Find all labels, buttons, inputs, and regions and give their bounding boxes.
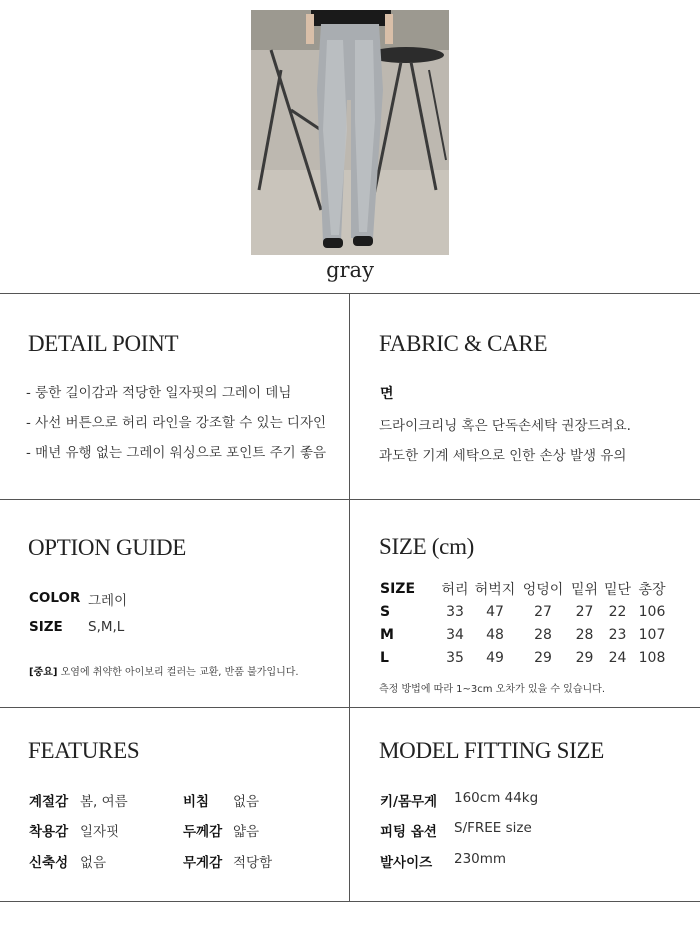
size-cell: 49 — [486, 649, 504, 666]
option-notice — [29, 663, 299, 678]
size-cell: 35 — [446, 649, 464, 666]
size-cell: 27 — [534, 603, 552, 620]
feature-label: 계절감 — [29, 794, 69, 810]
size-table-row — [380, 623, 670, 646]
fabric-material: 면 — [380, 386, 394, 402]
care-line: 과도한 기계 세탁으로 인한 손상 발생 유의 — [379, 448, 627, 464]
color-label: COLOR — [29, 590, 81, 606]
detail-point-item: - 룽한 길이감과 적당한 일자핏의 그레이 데님 — [26, 385, 292, 401]
feature-label: 두께감 — [183, 824, 223, 840]
size-chart-note: 측정 방법에 따라 1~3cm 오차가 있을 수 있습니다. — [379, 684, 605, 695]
product-photo — [251, 10, 449, 255]
size-header: 밑단 — [603, 581, 632, 598]
feature-label: 비침 — [183, 794, 210, 810]
size-cell: 106 — [638, 603, 666, 620]
divider-center — [349, 293, 350, 901]
size-cell: 22 — [608, 603, 627, 620]
size-header: 허벅지 — [474, 581, 516, 598]
model-fitting-value: S/FREE size — [454, 820, 532, 836]
care-line: 드라이크리닝 혹은 단독손세탁 권장드려요. — [379, 418, 631, 434]
feature-value: 적당함 — [233, 855, 273, 871]
size-cell: 28 — [534, 626, 552, 643]
size-cell: 48 — [486, 626, 504, 643]
size-cell: 107 — [638, 626, 666, 643]
size-cell: 29 — [575, 649, 594, 666]
size-cell: 29 — [534, 649, 552, 666]
size-header: SIZE — [380, 580, 416, 597]
model-fitting-value: 160cm 44kg — [454, 790, 539, 806]
feature-value: 없음 — [80, 855, 107, 871]
feature-value: 봄, 여름 — [80, 794, 128, 810]
option-notice-tag: [중요] — [29, 667, 58, 678]
product-color-caption: gray — [326, 258, 374, 282]
size-table-row — [380, 646, 670, 669]
option-guide-title: OPTION GUIDE — [28, 535, 187, 560]
color-value: 그레이 — [88, 593, 128, 609]
model-fitting-value: 230mm — [454, 851, 507, 867]
feature-value: 일자핏 — [80, 824, 120, 840]
divider-bottom — [0, 901, 700, 902]
model-fitting-title: MODEL FITTING SIZE — [379, 738, 604, 763]
size-cell: L — [380, 649, 389, 666]
size-cell: 27 — [575, 603, 594, 620]
size-header: 밑위 — [570, 581, 599, 598]
detail-point-title: DETAIL POINT — [28, 331, 179, 356]
feature-value: 없음 — [233, 794, 260, 810]
size-cell: 33 — [446, 603, 464, 620]
size-cell: 24 — [608, 649, 627, 666]
size-value: S,M,L — [88, 619, 125, 635]
size-cell: S — [380, 603, 391, 620]
feature-label: 신축성 — [29, 855, 69, 871]
model-fitting-label: 발사이즈 — [380, 855, 433, 871]
size-table-row — [380, 600, 670, 623]
size-chart-title: SIZE (cm) — [379, 534, 475, 559]
feature-label: 무게감 — [183, 855, 223, 871]
size-header: 엉덩이 — [522, 581, 564, 598]
size-cell: 47 — [486, 603, 504, 620]
model-fitting-label: 피팅 옵션 — [380, 824, 437, 840]
size-cell: 28 — [575, 626, 594, 643]
detail-point-item: - 사선 버튼으로 허리 라인을 강조할 수 있는 디자인 — [26, 415, 327, 431]
size-cell: 108 — [638, 649, 666, 666]
divider-row-2 — [0, 707, 700, 708]
divider-row-1 — [0, 499, 700, 500]
size-header: 총장 — [638, 581, 666, 598]
model-fitting-label: 키/몸무게 — [380, 794, 438, 810]
size-table-header-row — [380, 577, 670, 600]
size-cell: M — [380, 626, 394, 643]
size-cell: 34 — [446, 626, 464, 643]
size-label: SIZE — [29, 619, 63, 635]
size-header: 허리 — [441, 581, 469, 598]
feature-label: 착용감 — [29, 824, 69, 840]
option-notice-text: 오염에 취약한 아이보리 컬러는 교환, 반품 불가입니다. — [57, 667, 299, 678]
detail-point-list — [26, 384, 326, 474]
fabric-care-title: FABRIC & CARE — [379, 331, 548, 356]
size-cell: 23 — [608, 626, 627, 643]
feature-value: 얇음 — [233, 824, 260, 840]
divider-top — [0, 293, 700, 294]
detail-point-item: - 매년 유행 없는 그레이 워싱으로 포인트 주기 좋음 — [26, 445, 327, 461]
features-title: FEATURES — [28, 738, 140, 763]
size-table — [380, 577, 670, 669]
jeans-model-image — [251, 10, 449, 255]
